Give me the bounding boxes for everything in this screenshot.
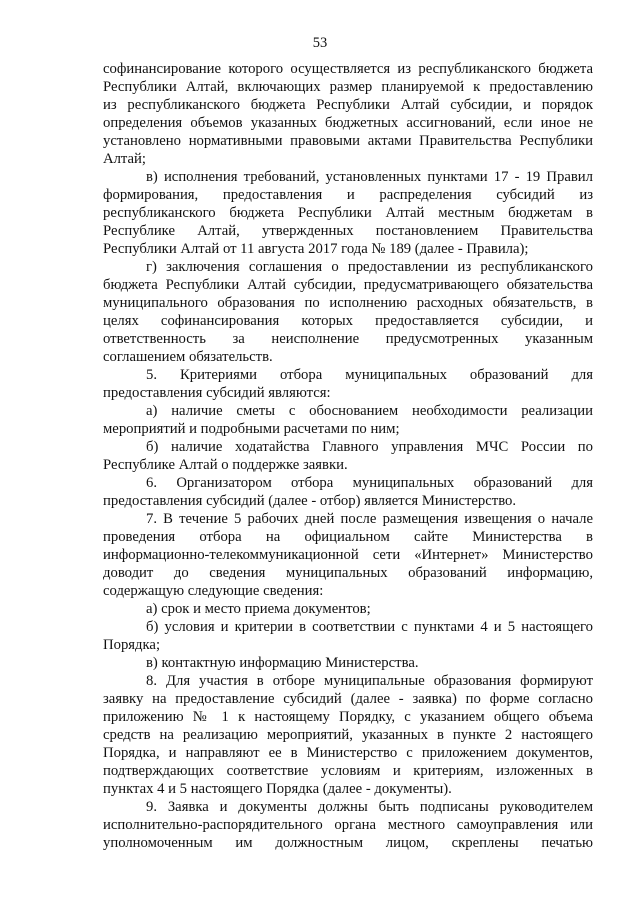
text-line: уполномоченным им должностным лицом, скреплены печатью bbox=[103, 835, 593, 851]
text-line: средств на реализацию мероприятий, указанных в пункте 2 настоящего bbox=[103, 727, 593, 743]
text-line: содержащую следующие сведения: bbox=[103, 583, 324, 599]
text-line: муниципального образования по исполнению расходных обязательств, в bbox=[103, 295, 593, 311]
text-line: бюджета Республики Алтай субсидии, предусматривающего обязательства bbox=[103, 277, 593, 293]
text-line: доводит до сведения муниципальных образований информацию, bbox=[103, 565, 593, 581]
text-line: г) заключения соглашения о предоставлении из республиканского bbox=[146, 259, 593, 275]
text-line: предоставления субсидий являются: bbox=[103, 385, 331, 401]
text-line: проведения отбора на официальном сайте Министерства в bbox=[103, 529, 593, 545]
text-line: соглашением обязательств. bbox=[103, 349, 273, 365]
text-line: софинансирование которого осуществляется из республиканского бюджета bbox=[103, 61, 593, 77]
text-line: заявку на предоставление субсидий (далее - заявка) по форме согласно bbox=[103, 691, 593, 707]
text-line: б) условия и критерии в соответствии с пунктами 4 и 5 настоящего bbox=[146, 619, 593, 635]
text-line: мероприятий и подробными расчетами по ним; bbox=[103, 421, 400, 437]
text-line: установлено нормативными правовыми актами Правительства Республики bbox=[103, 133, 593, 149]
text-line: исполнительно-распорядительного органа местного самоуправления или bbox=[103, 817, 593, 833]
text-line: республиканского бюджета Республики Алтай местным бюджетам в bbox=[103, 205, 593, 221]
text-line: Алтай; bbox=[103, 151, 146, 167]
document-body bbox=[103, 60, 593, 852]
text-line: а) наличие сметы с обоснованием необходимости реализации bbox=[146, 403, 593, 419]
text-line: 7. В течение 5 рабочих дней после размещения извещения о начале bbox=[146, 511, 593, 527]
text-line: 8. Для участия в отборе муниципальные образования формируют bbox=[146, 673, 593, 689]
text-line: в) исполнения требований, установленных пунктами 17 - 19 Правил bbox=[146, 169, 593, 185]
text-line: 9. Заявка и документы должны быть подписаны руководителем bbox=[146, 799, 593, 815]
text-line: 6. Организатором отбора муниципальных образований для bbox=[146, 475, 593, 491]
text-line: приложению № 1 к настоящему Порядку, с указанием общего объема bbox=[103, 709, 593, 725]
text-line: из республиканского бюджета Республики Алтай субсидии, и порядок bbox=[103, 97, 593, 113]
text-line: в) контактную информацию Министерства. bbox=[146, 655, 419, 671]
text-line: Республике Алтай, утвержденных постановлением Правительства bbox=[103, 223, 593, 239]
text-line: б) наличие ходатайства Главного управления МЧС России по bbox=[146, 439, 593, 455]
text-line: Порядка; bbox=[103, 637, 161, 653]
text-line: информационно-телекоммуникационной сети «Интернет» Министерство bbox=[103, 547, 593, 563]
text-line: Республике Алтай о поддержке заявки. bbox=[103, 457, 348, 473]
text-line: пунктах 4 и 5 настоящего Порядка (далее - документы). bbox=[103, 781, 452, 797]
text-line: определения объемов указанных бюджетных ассигнований, если иное не bbox=[103, 115, 593, 131]
text-line: подтверждающих соответствие условиям и критериям, изложенных в bbox=[103, 763, 593, 779]
text-line: формирования, предоставления и распределения субсидий из bbox=[103, 187, 593, 203]
text-line: Порядка, и направляют ее в Министерство с приложением документов, bbox=[103, 745, 593, 761]
text-line: Республики Алтай, включающих размер планируемой к предоставлению bbox=[103, 79, 593, 95]
text-line: Республики Алтай от 11 августа 2017 года № 189 (далее - Правила); bbox=[103, 241, 529, 257]
text-line: а) срок и место приема документов; bbox=[146, 601, 371, 617]
text-line: 5. Критериями отбора муниципальных образований для bbox=[146, 367, 593, 383]
page-number: 53 bbox=[312, 35, 328, 51]
text-line: предоставления субсидий (далее - отбор) является Министерство. bbox=[103, 493, 517, 509]
text-line: целях софинансирования которых предоставляется субсидии, и bbox=[103, 313, 593, 329]
text-line: ответственность за неисполнение предусмотренных указанным bbox=[103, 331, 593, 347]
